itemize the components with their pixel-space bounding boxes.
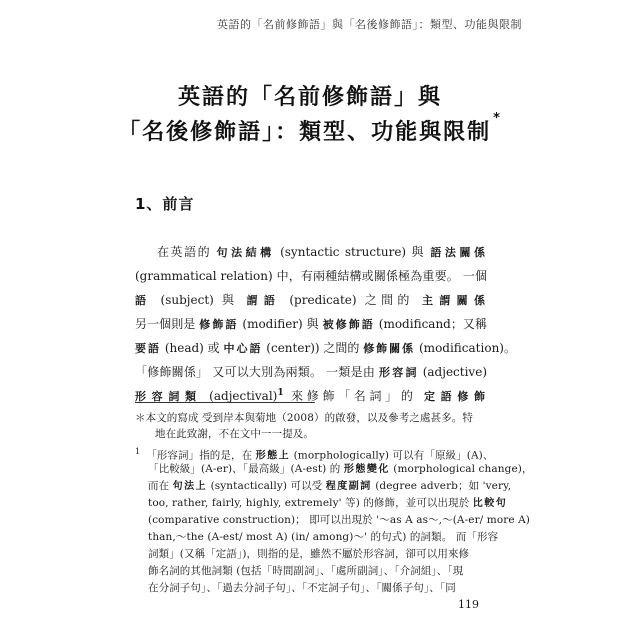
body-line: 形容詞類 (adjectival)$^1$ 來修飾「名詞」的 定語修飾: [135, 384, 487, 402]
footnote-1-line: (comparative construction)； 即可以出現於 '～as A as～,～(A-er/ more A): [148, 514, 530, 526]
body-line: 要語 (head) 或 中心語 (center)) 之間的 修飾關係 (modification)。: [135, 341, 516, 355]
body-line: 在英語的 句法結構 (syntactic structure) 與 語法關係: [157, 245, 487, 259]
footnote-1-line: too, rather, fairly, highly, extremely' 等) 的修飾，並可以出現於 比較句: [148, 497, 508, 509]
section-heading: 1、前言: [135, 195, 195, 213]
footnote-1-mark: 1: [135, 447, 141, 456]
footnote-ref[interactable]: 1: [277, 388, 284, 398]
article-title-line-2: 「名後修飾語」：類型、功能與限制*: [118, 111, 502, 145]
footnote-1-line: 詞類」(又稱「定語」)，則指的是，雖然不屬於形容詞，卻可以用來修: [148, 548, 470, 560]
footnote-star-mark: ＊: [135, 412, 146, 424]
footnote-1-line: 飾名詞的其他詞類 (包括「時間副詞」、「處所副詞」、「介詞組」、「現: [148, 565, 464, 577]
footnote-1-line: 「比較級」(A-er)、「最高級」(A-est) 的 形態變化 (morphological change)，: [148, 463, 533, 475]
footnote-1-line: 在分詞子句」、「過去分詞子句」、「不定詞子句」、「關係子句」、「同: [148, 582, 456, 594]
article-title-line-1: 英語的「名前修飾語」與: [177, 85, 442, 110]
footnote-1-line: than,～the (A-est/ most A) (in/ among)～' 的句式) 的詞類。 而「形容: [148, 531, 499, 543]
body-line: 另一個則是 修飾語 (modifier) 與 被修飾語 (modificand；又稱: [135, 317, 487, 331]
body-line: (grammatical relation) 中，有兩種結構或關係極為重要。 一個: [135, 269, 487, 283]
footnote-star-line: ＊本文的寫成 受到岸本與菊地（2008）的啟發，以及參考之處甚多。特: [135, 412, 473, 424]
page-number: 119: [458, 598, 479, 611]
footnote-star-line: 地在此致謝，不在文中一一提及。: [155, 428, 314, 440]
running-head: 英語的「名前修飾語」與「名後修飾語」：類型、功能與限制: [217, 18, 522, 31]
body-line: 「修飾關係」 又可以大別為兩類。 一類是由 形容詞 (adjective): [135, 365, 487, 379]
footnote-1-line: $^1$ 「形容詞」指的是，在 形態上 (morphologically) 可以有「原級」(A)、: [135, 447, 494, 462]
footnote-divider: [135, 402, 315, 403]
footnote-1-line: 而在 句法上 (syntactically) 可以受 程度副詞 (degree adverb；如 'very,: [148, 480, 512, 492]
body-line: 語 (subject) 與 謂語 (predicate) 之間的 主謂關係: [135, 293, 487, 307]
title-footnote-mark: *: [493, 111, 502, 126]
